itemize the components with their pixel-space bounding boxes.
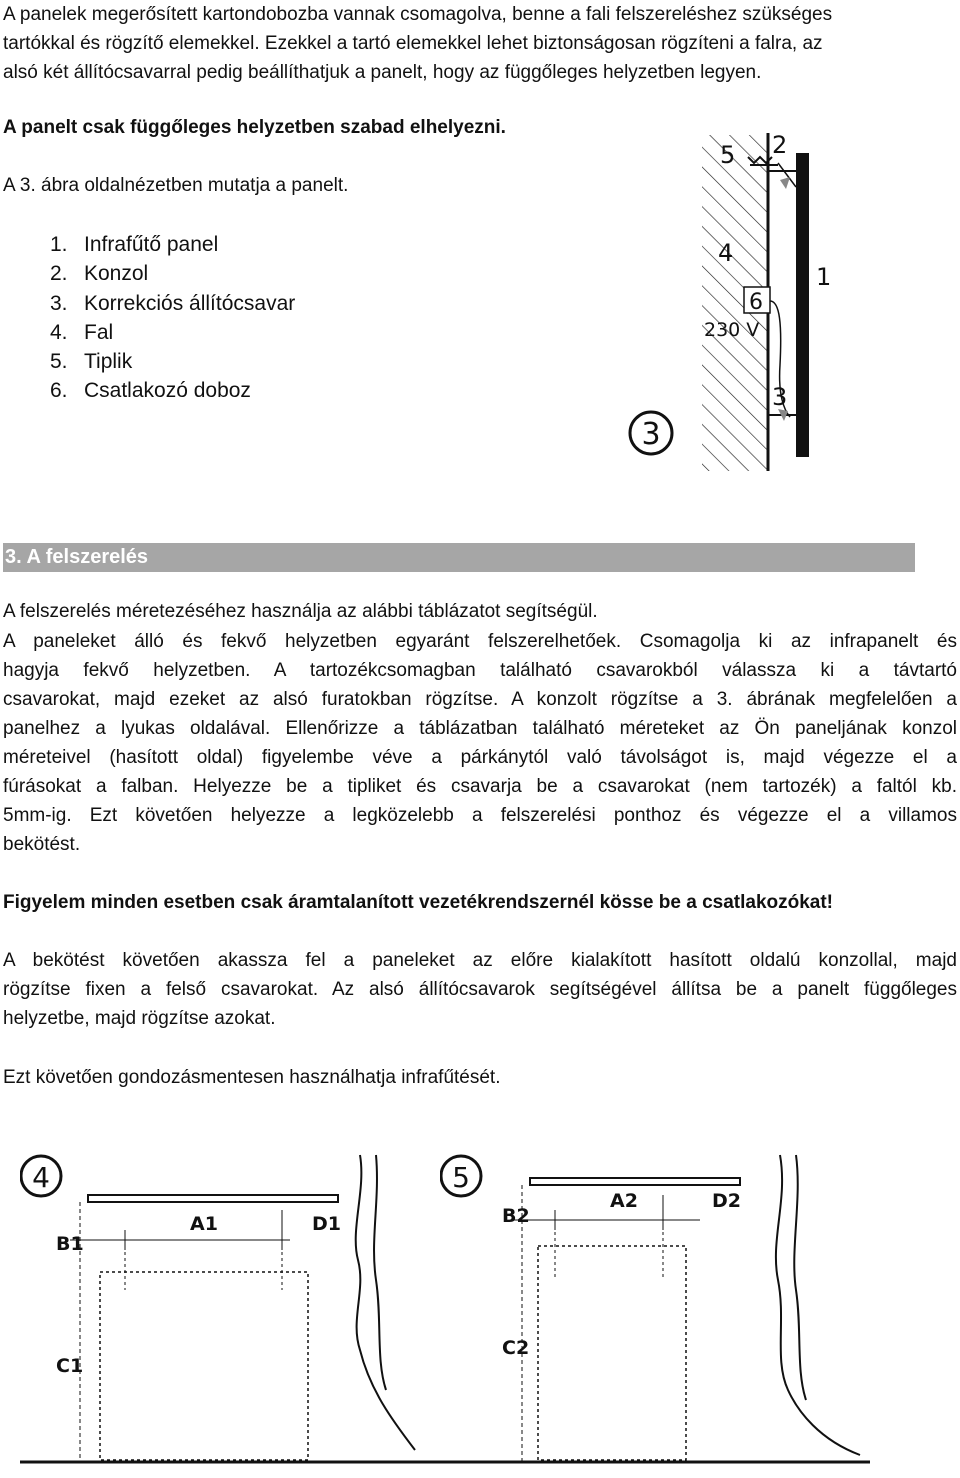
install-line-7: 5mm-ig. Ezt követően helyezze a legközelebb a felszerelési ponthoz és végezze el a villamos [3, 805, 957, 826]
label-3: 3 [772, 383, 788, 411]
section-intro: A felszerelés méretezéséhez használja az alábbi táblázatot segítségül. [3, 601, 598, 622]
dim-A: A1 [190, 1213, 218, 1235]
label-2: 2 [772, 131, 788, 159]
mounting-warning: A panelt csak függőleges helyzetben szabad elhelyezni. [3, 117, 506, 138]
install-line-3: csavarokat, majd ezeket az alsó furatokban rögzítse. A konzolt rögzítse a 3. ábrának megfelelően a [3, 689, 957, 710]
windowsill [88, 1195, 338, 1202]
curtain [356, 1155, 415, 1450]
list-item: 5. Tiplik [50, 350, 133, 374]
safety-warning: Figyelem minden esetben csak áramtalanított vezetékrendszernél kösse be a csatlakozókat! [3, 892, 834, 913]
figure-number: 3 [641, 417, 661, 452]
install-line-1: A paneleket álló és fekvő helyzetben egyaránt felszerelhetőek. Csomagolja ki az infrapanelt és [3, 631, 957, 652]
figure-reference: A 3. ábra oldalnézetben mutatja a panelt. [3, 175, 349, 196]
intro-line-1: A panelek megerősített kartondobozba vannak csomagolva, benne a fali felszereléshez szükséges [3, 4, 833, 25]
dim-A: A2 [610, 1190, 638, 1212]
figure-3-side-view [620, 125, 850, 475]
label-1: 1 [816, 263, 832, 291]
dim-D: D2 [712, 1190, 741, 1212]
label-voltage: 230 V [704, 319, 760, 341]
label-4: 4 [718, 239, 734, 267]
label-6: 6 [749, 290, 763, 315]
panel-outline [538, 1246, 686, 1460]
hang-line-2: rögzítse fixen a felső csavarokat. Az alsó állítócsavarok segítségével állítsa be a panelt függőleges [3, 979, 957, 1000]
heater-panel [796, 153, 809, 457]
list-item: 2. Konzol [50, 262, 149, 286]
dim-D: D1 [312, 1213, 341, 1235]
dim-C: C1 [56, 1355, 84, 1377]
curtain [776, 1155, 860, 1455]
dim-C: C2 [502, 1337, 530, 1359]
install-line-8: bekötést. [3, 834, 81, 855]
hang-line-3: helyzetbe, majd rögzítse azokat. [3, 1008, 276, 1029]
label-5: 5 [720, 141, 736, 169]
list-item: 4. Fal [50, 320, 114, 344]
figure-5-portrait-mounting [440, 1150, 870, 1470]
intro-line-3: alsó két állítócsavarral pedig beállíthatjuk a panelt, hogy az függőleges helyzetben legyen. [3, 62, 762, 83]
list-item: 1. Infrafűtő panel [50, 233, 219, 256]
install-line-4: panelhez a lyukas oldalával. Ellenőrizze a táblázatban található méreteket az Ön paneljának konzol [3, 718, 957, 739]
install-line-6: fúrásokat a falban. Helyezze be a tipliket és csavarja be a csavarokat (nem tartozék) a faltól kb. [3, 776, 957, 797]
section-heading: 3. A felszerelés [3, 543, 915, 572]
panel-outline [100, 1272, 308, 1460]
list-item: 3. Korrekciós állítócsavar [50, 291, 296, 315]
list-item: 6. Csatlakozó doboz [50, 379, 251, 403]
figure-number: 5 [452, 1161, 470, 1194]
hang-line-1: A bekötést követően akassza fel a paneleket az előre kialakított hasított oldalú konzollal, majd [3, 950, 957, 971]
closing-line: Ezt követően gondozásmentesen használhatja infrafűtését. [3, 1067, 501, 1088]
figure-4-landscape-mounting [20, 1150, 440, 1470]
dim-B: B2 [502, 1205, 530, 1227]
figure-number: 4 [32, 1161, 50, 1194]
windowsill [530, 1178, 740, 1185]
parts-list [50, 230, 295, 406]
install-line-2: hagyja fekvő helyzetben. A tartozékcsomagban található csavarokból válassza ki a távtartó [3, 660, 957, 681]
intro-line-2: tartókkal és rögzítő elemekkel. Ezekkel a tartó elemekkel lehet biztonságosan rögzíteni a falra, az [3, 33, 823, 54]
install-line-5: méreteivel (hasított oldal) figyelembe véve a párkánytól való távolságot is, majd végezze el a [3, 747, 957, 768]
dim-B: B1 [56, 1233, 84, 1255]
